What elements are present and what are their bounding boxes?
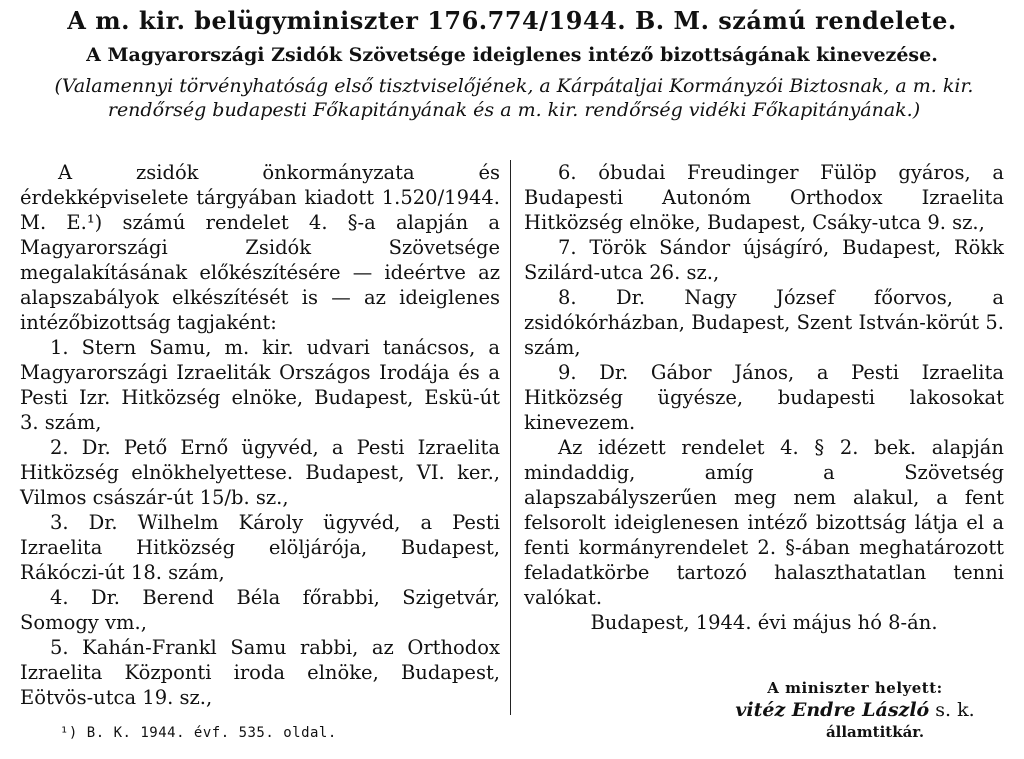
closing-paragraph: Az idézett rendelet 4. § 2. bek. alapján mindaddig, amíg a Szövetség alapszabályszerűen meg nem alakul, a fent felsorolt ideiglenesen intéző bizottság látja el a fenti kormányrendelet 2. §-ában meghatározott feladatkörbe tartozó halaszthatatlan tenni valókat. [524,436,1004,609]
right-column [524,160,1004,635]
appointee-item-2: 2. Dr. Pető Ernő ügyvéd, a Pesti Izraelita Hitközség elnökhelyettese. Budapest, VI. ker., Vilmos császár-út 15/b. sz., [20,436,500,509]
left-column [20,160,500,710]
document-title: A m. kir. belügyminiszter 176.774/1944. B. M. számú rendelete. [67,6,957,35]
appointee-item-1: 1. Stern Samu, m. kir. udvari tanácsos, a Magyarországi Izraeliták Országos Irodája és a Pesti Izr. Hitközség elnöke, Budapest, Eskü-út 3. szám, [20,336,500,434]
appointee-item-3: 3. Dr. Wilhelm Károly ügyvéd, a Pesti Izraelita Hitközség elöljárója, Budapest, Rákóczi-út 18. szám, [20,511,500,584]
appointee-item-8: 8. Dr. Nagy József főorvos, a zsidókórházban, Budapest, Szent István-körút 5. szám, [524,286,1004,359]
column-divider [510,160,511,715]
intro-paragraph: A zsidók önkormányzata és érdekképviselete tárgyában kiadott 1.520/1944. M. E.¹) számú rendelet 4. §-a alapján a Magyarországi Zsidók Szövetsége megalakításának előkészítésére — ideértve az alapszabályok elkészítését is — az ideiglenes intézőbizottság tagjaként: [20,161,500,334]
appointee-item-5: 5. Kahán-Frankl Samu rabbi, az Orthodox Izraelita Központi iroda elnöke, Budapest, Eötvös-utca 19. sz., [20,636,500,709]
footnote: ¹) B. K. 1944. évf. 535. oldal. [60,725,337,741]
signature-label: A miniszter helyett: [767,679,943,697]
signer-name: vitéz Endre László [735,699,930,721]
signer-line [700,699,1010,721]
signer-rank: államtitkár. [825,723,925,741]
signer-suffix: s. k. [935,699,975,721]
appointee-item-9: 9. Dr. Gábor János, a Pesti Izraelita Hitközség ügyésze, budapesti lakosokat kinevezem. [524,361,1004,434]
appointee-item-6: 6. óbudai Freudinger Fülöp gyáros, a Budapesti Autonóm Orthodox Izraelita Hitközség elnöke, Budapest, Csáky-utca 9. sz., [524,161,1004,234]
appointee-item-7: 7. Török Sándor újságíró, Budapest, Rökk Szilárd-utca 26. sz., [524,236,1004,284]
addressee-note: (Valamennyi törvényhatóság első tisztviselőjének, a Kárpátaljai Kormányzói Biztosnak, a m. kir. rendőrség budapesti Főkapitányának és a m. kir. rendőrség vidéki Főkapitányának.) [54,75,974,121]
signature-block [700,677,1010,743]
appointee-item-4: 4. Dr. Berend Béla főrabbi, Szigetvár, Somogy vm., [20,586,500,634]
document-subtitle: A Magyarországi Zsidók Szövetsége ideiglenes intéző bizottságának kinevezése. [86,44,938,66]
date-line: Budapest, 1944. évi május hó 8-án. [590,611,938,634]
